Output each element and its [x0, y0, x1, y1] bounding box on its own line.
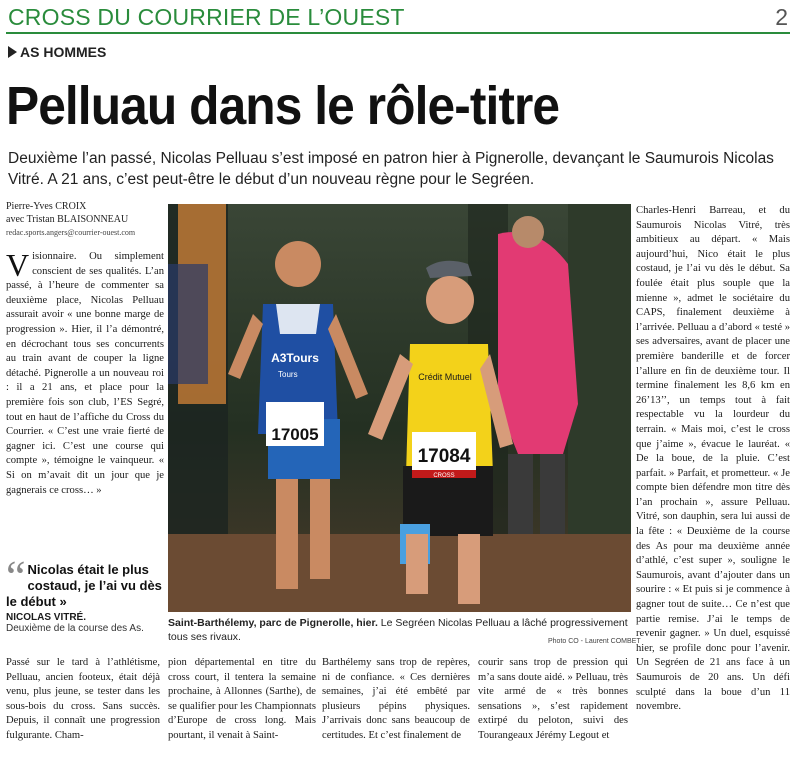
article-column-5: Charles-Henri Barreau, et du Saumurois Nicolas Vitré, très ambitieux au départ. « Mais aujourd’hui, Nico était le plus costaud, je l’ai vu dès le début. Sa foulée était plus souple que la mienne », admet le sociétaire du CAPS, finalement deuxième à l’arrivée. Pelluau a d’abord « testé » ses adversaires, avant de placer une première banderille et de forcer l’allure en fin de deuxième tour. Il termine finalement les 8,6 km en 26’13’’, un temps tout à fait respectable vu la lourdeur du terrain. « Mais moi, c’est le cross que j’aime », évacue le lauréat. « De la boue, de la pluie. C’est parfait. » Parfait, et prometteur. « Je compte bien défendre mon titre dès l’an prochain », assure Pelluau. Vitré, son dauphin, sera lui aussi de la fête : « Deuxième de la course des As pour ma deuxième année d’athlé, c’est super », souligne le Saumurois, avant d’ajouter dans un sourire : « Et puis si je commence à gagner tout de suite… Ce n’est que partie remise. J’ai le temps de revenir gagner. » Un duel, esquissé hier, se profile donc pour l’avenir. Un Segréen de 21 ans face à un Saumurois de 20 ans. Un défi sculpté dans la boue d’un 11 novembre.: [636, 205, 790, 713]
race-photo: [168, 204, 631, 612]
page-number: 2: [775, 4, 788, 30]
byline-with: avec Tristan BLAISONNEAU: [6, 214, 129, 225]
drop-cap: V: [6, 247, 30, 283]
pull-quote-author: NICOLAS VITRÉ.: [6, 612, 87, 623]
byline-author: Pierre-Yves CROIX: [6, 201, 87, 212]
bib-right: 17084: [417, 446, 471, 467]
caption-text: Le Segréen Nicolas Pelluau a lâché progressivement tous ses rivaux.: [168, 617, 628, 643]
article-intro-text: isionnaire. Ou simplement conscient de ses qualités. L’an passé, à l’heure de commenter sa deuxième place, Nicolas Pelluau assurait avoir « une bonne marge de progression ». Hier, il l’a démontré, en décrochant tous ses concurrents au train avant de couper la ligne détaché. Pignerolle a un nouveau roi : il a 21 ans, et place pour la première fois son club, l’ES Segré, tout en haut de l’affiche du Cross du Courrier. « C’est une vraie fierté de gagner ici. C’est une course qui compte », témoigne le vainqueur. « Si on m’avait dit un jour que je gagnerais ce cross… »: [6, 251, 164, 496]
pull-quote-text: Nicolas était le plus costaud, je l’ai vu dès le début »: [6, 562, 162, 609]
kicker: [8, 44, 106, 60]
sponsor-left-sub: Tours: [278, 370, 298, 379]
triangle-icon: [8, 46, 17, 58]
caption-location: Saint-Barthélemy, parc de Pignerolle, hier.: [168, 617, 378, 629]
pull-quote: [6, 552, 168, 634]
kicker-label: AS HOMMES: [20, 44, 107, 60]
quote-mark-icon: “: [6, 552, 26, 601]
runners-illustration: [168, 204, 631, 612]
article-column-1-bottom: Passé sur le tard à l’athlétisme, Pelluau, ancien footeux, était déjà venu, plus jeune, se tester dans les sous-bois du cross. Sans succès. Depuis, il connaît une progression fulgurante. Cham-: [6, 657, 160, 741]
byline: [6, 200, 166, 239]
sponsor-right: Crédit Mutuel: [418, 372, 472, 382]
bib-left: 17005: [271, 425, 319, 444]
bib-band: CROSS: [433, 473, 455, 479]
byline-email: redac.sports.angers@courrier-ouest.com: [6, 228, 136, 237]
photo-credit: Photo CO - Laurent COMBET: [548, 638, 641, 645]
article-column-4: courir sans trop de pression qui m’a sans doute aidé. » Pelluau, très vite armé de « très bonnes sensations », s’est rapidement extirpé du peloton, suivi des Tourangeaux Jérémy Legout et: [478, 657, 628, 741]
article-column-3: Barthélemy sans trop de repères, ni de confiance. « Ces dernières semaines, j’ai été embêté par plusieurs pépins physiques. J’arrivais donc sans beaucoup de certitudes. Et c’est finalement de: [322, 657, 470, 741]
sponsor-left: A3Tours: [271, 351, 319, 365]
pull-quote-role: Deuxième de la course des As.: [6, 623, 144, 634]
section-title: CROSS DU COURRIER DE L’OUEST: [8, 4, 405, 30]
section-header-bar: [6, 4, 790, 34]
standfirst: Deuxième l’an passé, Nicolas Pelluau s’est imposé en patron hier à Pignerolle, devançant le Saumurois Nicolas Vitré. A 21 ans, c’est peut-être le début d’un nouveau règne pour le Segréen.: [8, 150, 774, 188]
article-column-2: pion départemental en titre du cross court, il tentera la semaine prochaine, à Allonnes (Sarthe), de se qualifier pour les Championnats d’Europe de cross long. Mais pourtant, il venait à Saint-: [168, 657, 316, 741]
article-column-1: [6, 247, 164, 498]
headline: Pelluau dans le rôle-titre: [6, 76, 560, 136]
